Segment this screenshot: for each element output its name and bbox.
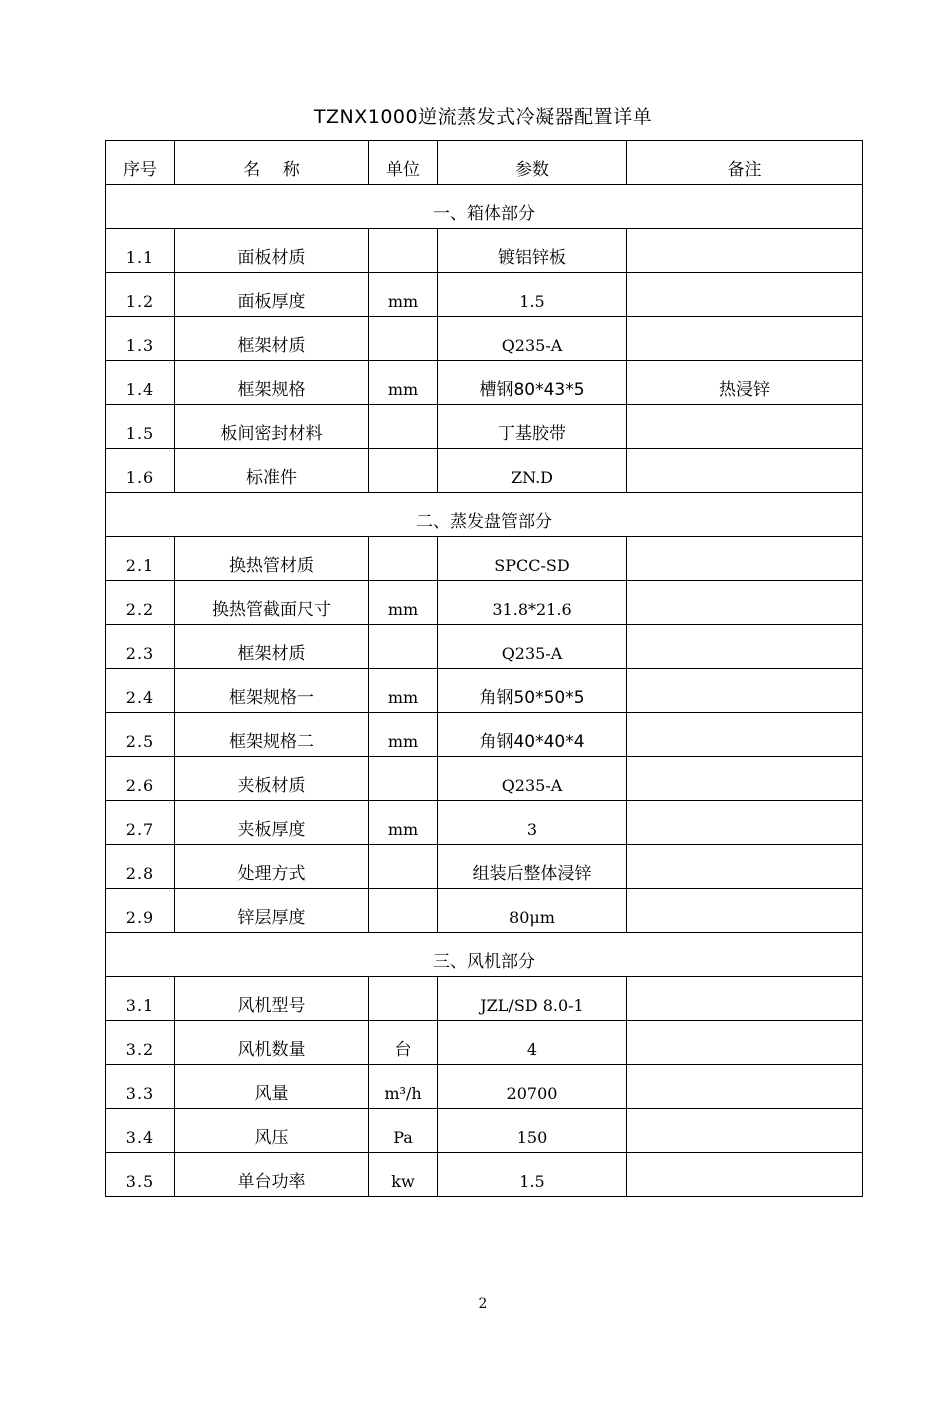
cell-no: 1.5 bbox=[106, 405, 175, 449]
cell-unit: kw bbox=[369, 1153, 438, 1197]
section-row bbox=[106, 933, 863, 977]
cell-name: 框架规格一 bbox=[175, 669, 369, 713]
cell-name: 板间密封材料 bbox=[175, 405, 369, 449]
table-row bbox=[106, 889, 863, 933]
cell-no: 1.6 bbox=[106, 449, 175, 493]
cell-note bbox=[627, 801, 863, 845]
cell-name: 框架规格 bbox=[175, 361, 369, 405]
cell-unit bbox=[369, 977, 438, 1021]
cell-name: 框架材质 bbox=[175, 317, 369, 361]
cell-param: 4 bbox=[438, 1021, 627, 1065]
cell-name: 面板材质 bbox=[175, 229, 369, 273]
table-row bbox=[106, 625, 863, 669]
table-row bbox=[106, 1153, 863, 1197]
cell-note bbox=[627, 273, 863, 317]
cell-param: 镀铝锌板 bbox=[438, 229, 627, 273]
cell-param: ZN.D bbox=[438, 449, 627, 493]
table-header-row bbox=[106, 141, 863, 185]
header-note: 备注 bbox=[627, 141, 863, 185]
cell-name: 换热管材质 bbox=[175, 537, 369, 581]
cell-param: 角钢40*40*4 bbox=[438, 713, 627, 757]
table-row bbox=[106, 361, 863, 405]
cell-note bbox=[627, 713, 863, 757]
cell-note bbox=[627, 449, 863, 493]
header-name: 名 称 bbox=[175, 141, 369, 185]
cell-note bbox=[627, 229, 863, 273]
table-row bbox=[106, 317, 863, 361]
cell-param: 槽钢80*43*5 bbox=[438, 361, 627, 405]
cell-no: 1.4 bbox=[106, 361, 175, 405]
cell-name: 框架规格二 bbox=[175, 713, 369, 757]
cell-note bbox=[627, 977, 863, 1021]
cell-param: 150 bbox=[438, 1109, 627, 1153]
cell-note bbox=[627, 581, 863, 625]
cell-unit: mm bbox=[369, 713, 438, 757]
table-row bbox=[106, 581, 863, 625]
table-row bbox=[106, 1021, 863, 1065]
cell-param: 1.5 bbox=[438, 1153, 627, 1197]
cell-unit: Pa bbox=[369, 1109, 438, 1153]
cell-unit bbox=[369, 845, 438, 889]
cell-param: 3 bbox=[438, 801, 627, 845]
cell-name: 处理方式 bbox=[175, 845, 369, 889]
cell-name: 风机数量 bbox=[175, 1021, 369, 1065]
cell-param: 丁基胶带 bbox=[438, 405, 627, 449]
spec-table bbox=[105, 140, 863, 1197]
section-row bbox=[106, 185, 863, 229]
table-row bbox=[106, 405, 863, 449]
table-row bbox=[106, 801, 863, 845]
cell-no: 2.6 bbox=[106, 757, 175, 801]
cell-note bbox=[627, 537, 863, 581]
table-row bbox=[106, 229, 863, 273]
cell-name: 风压 bbox=[175, 1109, 369, 1153]
cell-no: 1.1 bbox=[106, 229, 175, 273]
section-title: 一、箱体部分 bbox=[106, 185, 863, 229]
cell-unit bbox=[369, 757, 438, 801]
cell-param: JZL/SD 8.0-1 bbox=[438, 977, 627, 1021]
cell-no: 2.5 bbox=[106, 713, 175, 757]
cell-note bbox=[627, 1065, 863, 1109]
cell-param: 31.8*21.6 bbox=[438, 581, 627, 625]
cell-note bbox=[627, 1109, 863, 1153]
table-row bbox=[106, 1065, 863, 1109]
cell-unit: mm bbox=[369, 581, 438, 625]
cell-note bbox=[627, 317, 863, 361]
cell-name: 换热管截面尺寸 bbox=[175, 581, 369, 625]
cell-name: 单台功率 bbox=[175, 1153, 369, 1197]
cell-param: Q235-A bbox=[438, 317, 627, 361]
cell-no: 2.1 bbox=[106, 537, 175, 581]
header-no: 序号 bbox=[106, 141, 175, 185]
cell-unit: mm bbox=[369, 669, 438, 713]
cell-note bbox=[627, 757, 863, 801]
cell-unit: mm bbox=[369, 801, 438, 845]
cell-name: 面板厚度 bbox=[175, 273, 369, 317]
cell-unit: m³/h bbox=[369, 1065, 438, 1109]
header-param: 参数 bbox=[438, 141, 627, 185]
cell-unit bbox=[369, 405, 438, 449]
cell-note bbox=[627, 889, 863, 933]
cell-note bbox=[627, 845, 863, 889]
cell-param: 20700 bbox=[438, 1065, 627, 1109]
table-row bbox=[106, 757, 863, 801]
cell-note: 热浸锌 bbox=[627, 361, 863, 405]
cell-param: Q235-A bbox=[438, 625, 627, 669]
cell-note bbox=[627, 1021, 863, 1065]
table-row bbox=[106, 713, 863, 757]
cell-unit bbox=[369, 229, 438, 273]
section-row bbox=[106, 493, 863, 537]
cell-no: 3.2 bbox=[106, 1021, 175, 1065]
cell-note bbox=[627, 405, 863, 449]
cell-note bbox=[627, 1153, 863, 1197]
cell-no: 2.2 bbox=[106, 581, 175, 625]
table-row bbox=[106, 537, 863, 581]
cell-param: SPCC-SD bbox=[438, 537, 627, 581]
table-row bbox=[106, 1109, 863, 1153]
section-title: 三、风机部分 bbox=[106, 933, 863, 977]
cell-name: 风机型号 bbox=[175, 977, 369, 1021]
cell-param: 角钢50*50*5 bbox=[438, 669, 627, 713]
section-title: 二、蒸发盘管部分 bbox=[106, 493, 863, 537]
table-row bbox=[106, 977, 863, 1021]
cell-no: 2.3 bbox=[106, 625, 175, 669]
cell-no: 3.4 bbox=[106, 1109, 175, 1153]
cell-unit: mm bbox=[369, 273, 438, 317]
cell-no: 3.1 bbox=[106, 977, 175, 1021]
cell-no: 1.3 bbox=[106, 317, 175, 361]
cell-name: 夹板厚度 bbox=[175, 801, 369, 845]
cell-name: 风量 bbox=[175, 1065, 369, 1109]
cell-param: 组装后整体浸锌 bbox=[438, 845, 627, 889]
cell-name: 锌层厚度 bbox=[175, 889, 369, 933]
cell-param: 80μm bbox=[438, 889, 627, 933]
cell-no: 2.9 bbox=[106, 889, 175, 933]
table-row bbox=[106, 845, 863, 889]
cell-param: Q235-A bbox=[438, 757, 627, 801]
cell-unit: 台 bbox=[369, 1021, 438, 1065]
cell-no: 2.7 bbox=[106, 801, 175, 845]
cell-no: 3.5 bbox=[106, 1153, 175, 1197]
cell-unit bbox=[369, 625, 438, 669]
cell-unit bbox=[369, 317, 438, 361]
cell-param: 1.5 bbox=[438, 273, 627, 317]
cell-unit bbox=[369, 449, 438, 493]
cell-no: 2.8 bbox=[106, 845, 175, 889]
cell-name: 夹板材质 bbox=[175, 757, 369, 801]
header-unit: 单位 bbox=[369, 141, 438, 185]
cell-note bbox=[627, 625, 863, 669]
table-row bbox=[106, 273, 863, 317]
table-row bbox=[106, 449, 863, 493]
cell-unit bbox=[369, 537, 438, 581]
table-row bbox=[106, 669, 863, 713]
cell-no: 3.3 bbox=[106, 1065, 175, 1109]
cell-no: 1.2 bbox=[106, 273, 175, 317]
cell-name: 标准件 bbox=[175, 449, 369, 493]
cell-no: 2.4 bbox=[106, 669, 175, 713]
page-number: 2 bbox=[478, 1296, 488, 1312]
cell-unit: mm bbox=[369, 361, 438, 405]
document-title: TZNX1000逆流蒸发式冷凝器配置详单 bbox=[313, 106, 653, 128]
cell-unit bbox=[369, 889, 438, 933]
cell-note bbox=[627, 669, 863, 713]
cell-name: 框架材质 bbox=[175, 625, 369, 669]
